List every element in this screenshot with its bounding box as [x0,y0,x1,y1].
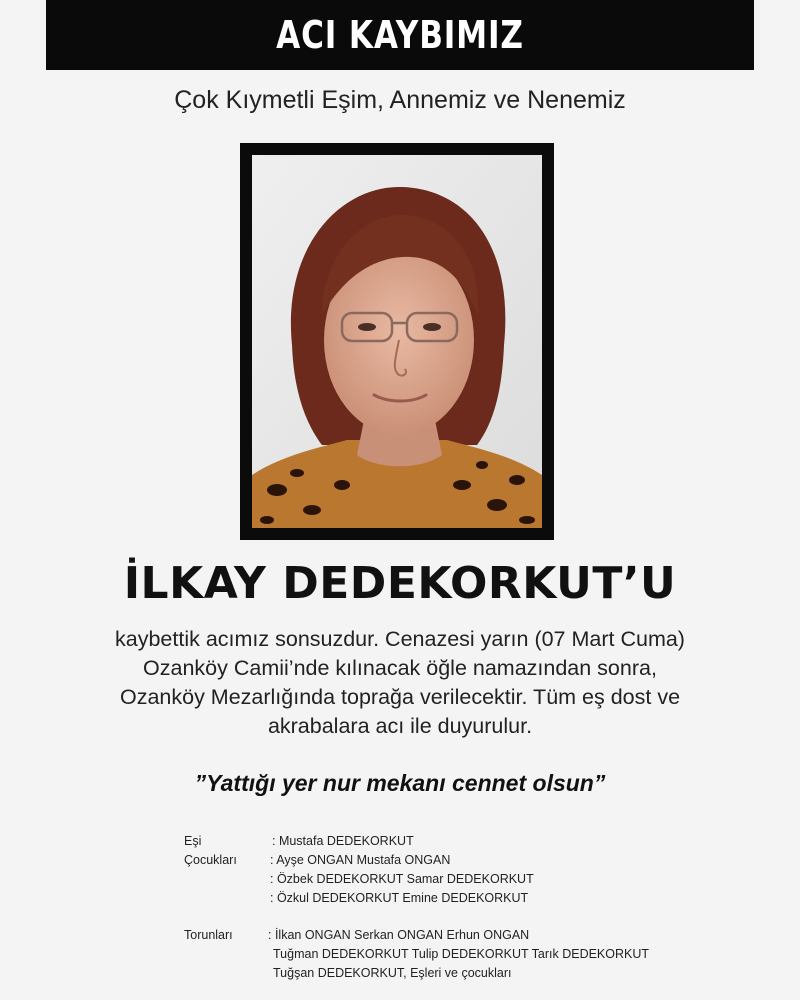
portrait-frame [240,143,554,540]
grandchildren-line: : İlkan ONGAN Serkan ONGAN Erhun ONGAN [268,928,530,942]
grandchildren-line: Tuğşan DEDEKORKUT, Eşleri ve çocukları [273,966,512,980]
grandchildren-line: Tuğman DEDEKORKUT Tulip DEDEKORKUT Tarık DEDEKORKUT [273,947,650,961]
announcement-line: Ozanköy Camii’nde kılınacak öğle namazından sonra, [143,656,657,680]
spouse-label: Eşi [184,834,202,848]
children-line: : Özbek DEDEKORKUT Samar DEDEKORKUT [270,872,534,886]
announcement-text [60,625,740,741]
subtitle: Çok Kıymetli Eşim, Annemiz ve Nenemiz [174,86,626,114]
announcement-line: akrabalara acı ile duyurulur. [267,714,533,738]
children-label: Çocukları [184,853,237,867]
header-banner [46,0,754,70]
deceased-name: İLKAY DEDEKORKUT’U [123,558,677,609]
children-line: : Özkul DEDEKORKUT Emine DEDEKORKUT [270,891,529,905]
announcement-line: kaybettik acımız sonsuzdur. Cenazesi yarın (07 Mart Cuma) [115,627,685,651]
children-line: : Ayşe ONGAN Mustafa ONGAN [270,853,451,867]
announcement-line: Ozanköy Mezarlığında toprağa verilecektir. Tüm eş dost ve [119,685,681,709]
prayer-quote: ”Yattığı yer nur mekanı cennet olsun” [194,770,606,796]
grandchildren-label: Torunları [184,928,233,942]
spouse-name: : Mustafa DEDEKORKUT [272,834,414,848]
portrait-photo [252,155,542,528]
header-title: ACI KAYBIMIZ [276,13,524,57]
